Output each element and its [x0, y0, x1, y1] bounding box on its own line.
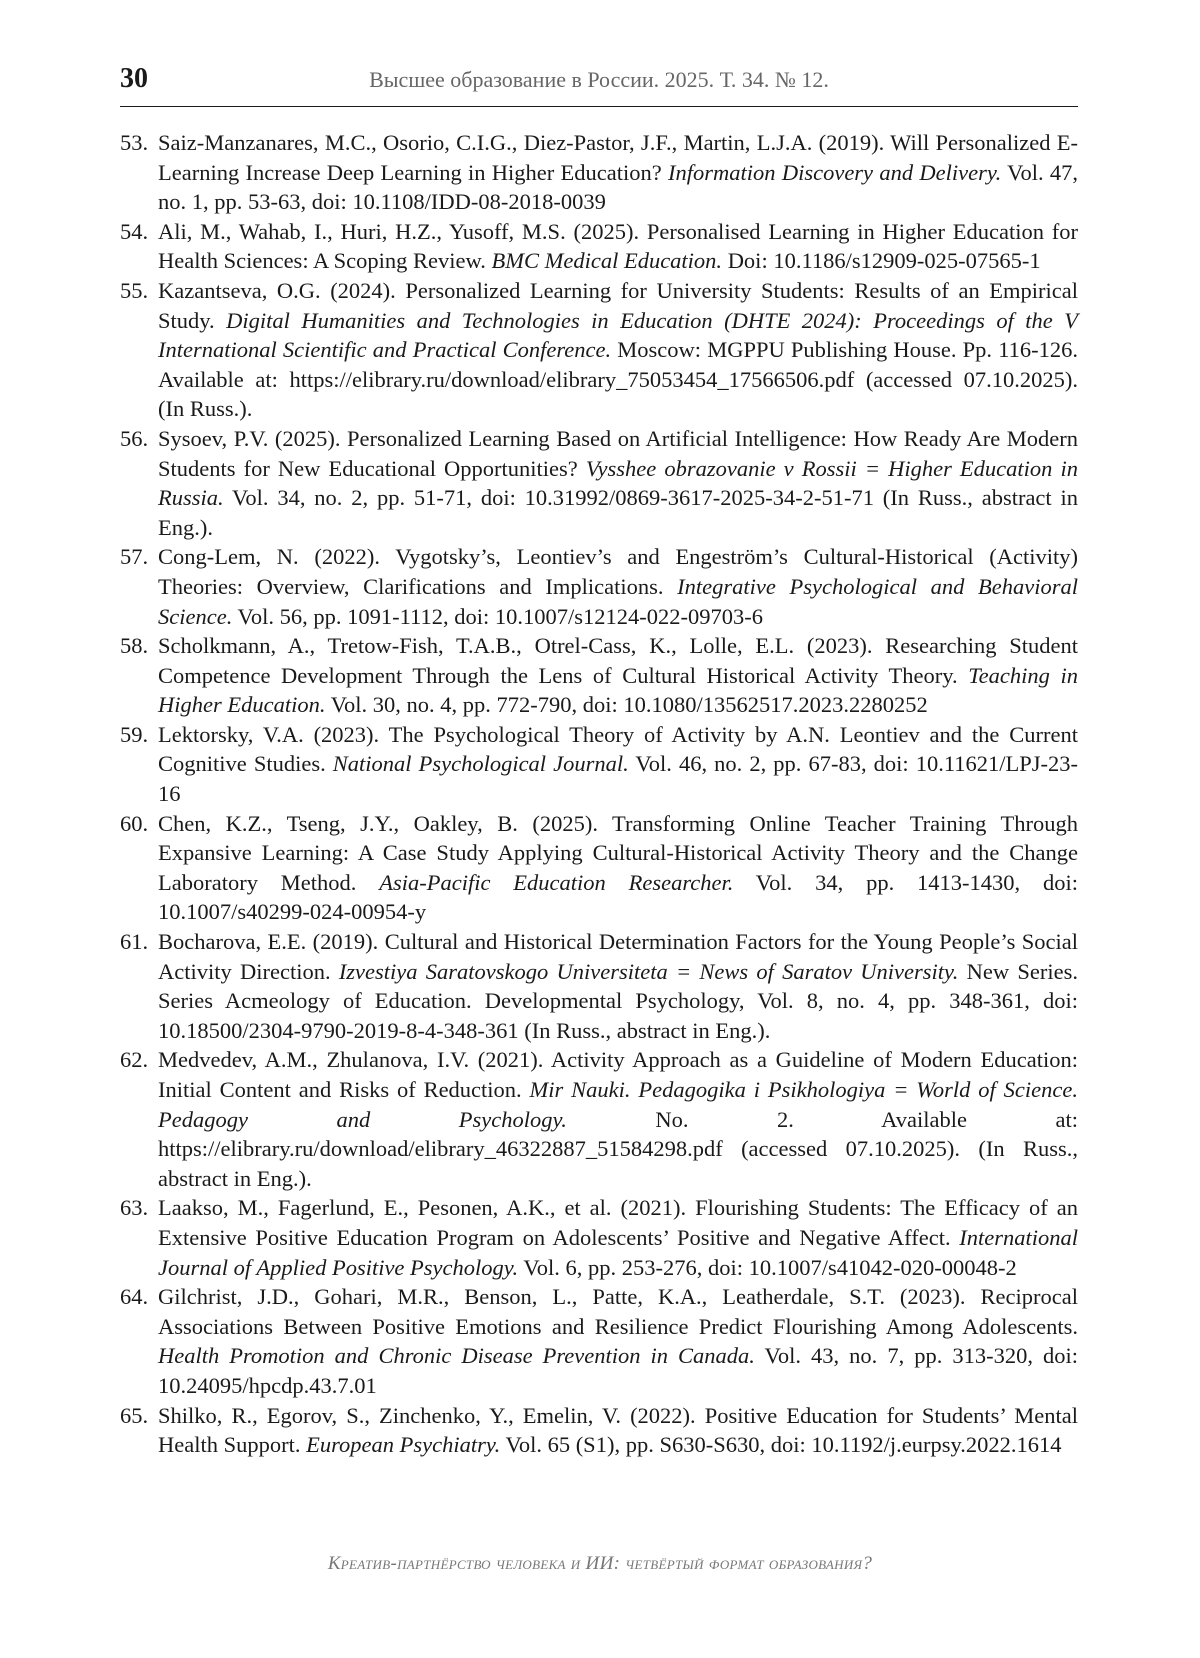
reference-number: 54.	[120, 218, 149, 244]
reference-text	[158, 929, 1078, 1043]
reference-number: 64.	[120, 1284, 149, 1310]
reference-details: Vol. 65 (S1), pp. S630-S630, doi: 10.1192/j.eurpsy.2022.1614	[500, 1432, 1062, 1458]
reference-details: Vol. 30, no. 4, pp. 772-790, doi: 10.1080/13562517.2023.2280252	[325, 692, 928, 718]
reference-source: Teaching in Higher Education.	[158, 662, 1078, 718]
reference-text	[158, 1047, 1078, 1190]
reference-details: Vol. 43, no. 7, pp. 313-320, doi: 10.24095/hpcdp.43.7.01	[158, 1343, 1078, 1398]
reference-details: Vol. 56, pp. 1091-1112, doi: 10.1007/s12124-022-09703-6	[232, 603, 763, 629]
reference-source: Mir Nauki. Pedagogika i Psikhologiya = World of Science. Pedagogy and Psychology.	[158, 1077, 1078, 1132]
reference-source: Vysshee obrazovanie v Rossii = Higher Education in Russia.	[158, 455, 1078, 511]
reference-authors-title: Ali, M., Wahab, I., Huri, H.Z., Yusoff, M.S. (2025). Personalised Learning in Higher Education for Health Sciences: A Scoping Review.	[158, 218, 1078, 274]
reference-source: Health Promotion and Chronic Disease Prevention in Canada.	[158, 1343, 755, 1369]
reference-text	[158, 1403, 1078, 1458]
reference-authors-title: Saiz-Manzanares, M.C., Osorio, C.I.G., Diez-Pastor, J.F., Martin, L.J.A. (2019). Will Personalized E-Learning Increase Deep Learning in Higher Education?	[158, 130, 1078, 185]
reference-text	[158, 544, 1078, 628]
reference-authors-title: Lektorsky, V.A. (2023). The Psychological Theory of Activity by A.N. Leontiev and the Current Cognitive Studies.	[158, 721, 1078, 777]
reference-number: 58.	[120, 633, 149, 659]
reference-text	[158, 1284, 1078, 1398]
reference-authors-title: Laakso, M., Fagerlund, E., Pesonen, A.K., et al. (2021). Flourishing Students: The Efficacy of an Extensive Positive Education Program on Adolescents’ Positive and Negative Affect.	[158, 1195, 1078, 1250]
reference-text	[158, 219, 1078, 274]
reference-text	[158, 1195, 1078, 1279]
reference-item	[120, 720, 1078, 809]
reference-item	[120, 424, 1078, 542]
reference-number: 55.	[120, 277, 149, 303]
reference-details: Doi: 10.1186/s12909-025-07565-1	[722, 248, 1041, 274]
reference-text	[158, 722, 1078, 806]
reference-authors-title: Medvedev, A.M., Zhulanova, I.V. (2021). Activity Approach as a Guideline of Modern Education: Initial Content and Risks of Reduction.	[158, 1047, 1078, 1102]
reference-text	[158, 130, 1078, 214]
reference-source: Asia-Pacific Education Researcher.	[379, 869, 734, 895]
reference-source: Information Discovery and Delivery.	[668, 159, 1002, 185]
reference-list	[120, 128, 1078, 1460]
reference-details: Vol. 47, no. 1, pp. 53-63, doi: 10.1108/IDD-08-2018-0039	[158, 159, 1078, 215]
reference-authors-title: Sysoev, P.V. (2025). Personalized Learning Based on Artificial Intelligence: How Ready Are Modern Students for New Educational Opportunities?	[158, 425, 1078, 481]
reference-item	[120, 809, 1078, 927]
reference-number: 56.	[120, 425, 149, 451]
reference-details: No. 2. Available at: https://elibrary.ru/download/elibrary_46322887_51584298.pdf (accessed 07.10.2025). (In Russ., abstract in Eng.).	[158, 1106, 1078, 1191]
reference-source: International Journal of Applied Positive Psychology.	[158, 1224, 1078, 1280]
reference-number: 62.	[120, 1047, 149, 1073]
reference-text	[158, 633, 1078, 717]
reference-text	[158, 426, 1078, 540]
reference-details: Vol. 34, pp. 1413-1430, doi: 10.1007/s40299-024-00954-y	[158, 869, 1078, 925]
reference-details: New Series. Series Acmeology of Education. Developmental Psychology, Vol. 8, no. 4, pp. 348-361, doi: 10.18500/2304-9790-2019-8-4-348-361 (In Russ., abstract in Eng.).	[158, 958, 1078, 1043]
reference-details: Vol. 6, pp. 253-276, doi: 10.1007/s41042-020-00048-2	[518, 1254, 1017, 1280]
reference-item	[120, 1401, 1078, 1460]
reference-number: 53.	[120, 130, 149, 155]
reference-number: 63.	[120, 1195, 149, 1221]
reference-text	[158, 278, 1078, 421]
reference-source: Integrative Psychological and Behavioral Science.	[158, 573, 1079, 629]
reference-item	[120, 1282, 1078, 1400]
reference-text	[158, 811, 1078, 925]
reference-item	[120, 276, 1078, 424]
page-header	[120, 62, 1078, 107]
reference-authors-title: Scholkmann, A., Tretow-Fish, T.A.B., Otrel-Cass, K., Lolle, E.L. (2023). Researching Student Competence Development Through the Lens of Cultural Historical Activity Theory.	[158, 633, 1078, 688]
reference-item	[120, 217, 1078, 276]
reference-item	[120, 631, 1078, 720]
reference-item	[120, 1193, 1078, 1282]
reference-authors-title: Shilko, R., Egorov, S., Zinchenko, Y., Emelin, V. (2022). Positive Education for Students’ Mental Health Support.	[158, 1402, 1078, 1458]
reference-number: 59.	[120, 721, 149, 747]
reference-authors-title: Bocharova, E.E. (2019). Cultural and Historical Determination Factors for the Young People’s Social Activity Direction.	[158, 929, 1078, 984]
journal-title: Высшее образование в России. 2025. Т. 34. № 12.	[369, 67, 829, 92]
reference-authors-title: Chen, K.Z., Tseng, J.Y., Oakley, B. (2025). Transforming Online Teacher Training Through Expansive Learning: A Case Study Applying Cultural-Historical Activity Theory and the Change Laboratory Method.	[158, 810, 1078, 895]
reference-authors-title: Gilchrist, J.D., Gohari, M.R., Benson, L., Patte, K.A., Leatherdale, S.T. (2023). Reciprocal Associations Between Positive Emotions and Resilience Predict Flourishing Among Adolescents.	[158, 1284, 1078, 1339]
reference-number: 60.	[120, 810, 149, 836]
reference-details: Moscow: MGPPU Publishing House. Pp. 116-126. Available at: https://elibrary.ru/download/elibrary_75053454_17566506.pdf (accessed 07.10.2025). (In Russ.).	[158, 337, 1078, 422]
reference-authors-title: Cong-Lem, N. (2022). Vygotsky’s, Leontiev’s and Engeström’s Cultural-Historical (Activity) Theories: Overview, Clarifications and Implications.	[158, 544, 1078, 599]
reference-number: 57.	[120, 544, 149, 570]
reference-item	[120, 128, 1078, 217]
reference-source: BMC Medical Education.	[491, 248, 723, 274]
reference-item	[120, 542, 1078, 631]
reference-number: 65.	[120, 1402, 149, 1428]
page-number: 30	[120, 63, 148, 94]
reference-details: Vol. 34, no. 2, pp. 51-71, doi: 10.31992/0869-3617-2025-34-2-51-71 (In Russ., abstract in Eng.).	[158, 485, 1078, 540]
reference-number: 61.	[120, 929, 149, 955]
reference-source: Digital Humanities and Technologies in Education (DHTE 2024): Proceedings of the V International Scientific and Practical Conference.	[158, 307, 1079, 363]
reference-item	[120, 1045, 1078, 1193]
reference-item	[120, 927, 1078, 1045]
reference-source: European Psychiatry.	[306, 1432, 501, 1458]
reference-authors-title: Kazantseva, O.G. (2024). Personalized Learning for University Students: Results of an Empirical Study.	[158, 277, 1078, 333]
running-footer: Креатив-партнёрство человека и ИИ: четвёртый формат образования?	[327, 1553, 873, 1574]
reference-details: Vol. 46, no. 2, pp. 67-83, doi: 10.11621/LPJ-23-16	[158, 751, 1078, 807]
reference-source: National Psychological Journal.	[332, 751, 629, 777]
reference-source: Izvestiya Saratovskogo Universiteta = News of Saratov University.	[338, 958, 959, 984]
